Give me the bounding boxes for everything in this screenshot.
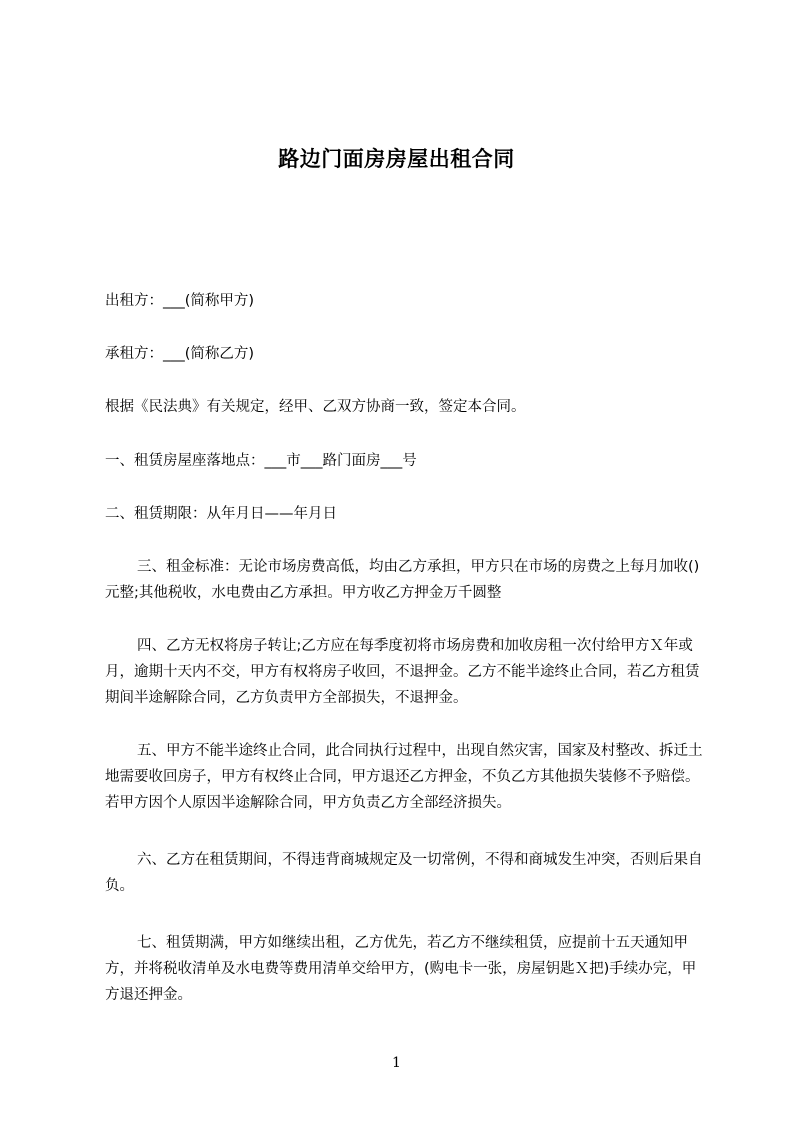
clause-1-location: 一、租赁房屋座落地点：___市___路门面房___号 [105, 453, 417, 469]
clause-2-term: 二、租赁期限：从年月日——年月日 [105, 506, 337, 522]
clause-3-rent: 三、租金标准：无论市场房费高低，均由乙方承担，甲方只在市场的房费之上每月加收()元整;其他税收，水电费由乙方承担。甲方收乙方押金万千圆整 [105, 559, 700, 601]
page-number: 1 [392, 1055, 401, 1071]
clause-6-conduct: 六、乙方在租赁期间，不得违背商城规定及一切常例，不得和商城发生冲突，否则后果自负。 [105, 852, 703, 894]
lessor-line: 出租方：___(简称甲方) [105, 293, 255, 309]
lessee-line: 承租方：___(简称乙方) [105, 346, 255, 362]
clause-5-termination: 五、甲方不能半途终止合同，此合同执行过程中，出现自然灾害，国家及村整改、拆迁土地需要收回房子，甲方有权终止合同，甲方退还乙方押金，不负乙方其他损失装修不予赔偿。若甲方因个人原因半途解除合同，甲方负责乙方全部经济损失。 [105, 743, 703, 811]
page-title: 路边门面房房屋出租合同 [278, 147, 515, 171]
clause-7-renewal: 七、租赁期满，甲方如继续出租，乙方优先，若乙方不继续租赁，应提前十五天通知甲方，并将税收清单及水电费等费用清单交给甲方，(购电卡一张，房屋钥匙Ｘ把)手续办完，甲方退还押金。 [105, 935, 697, 1003]
clause-4-transfer: 四、乙方无权将房子转让;乙方应在每季度初将市场房费和加收房租一次付给甲方Ｘ年或月，逾期十天内不交，甲方有权将房子收回，不退押金。乙方不能半途终止合同，若乙方租赁期间半途解除合同，乙方负责甲方全部损失，不退押金。 [105, 638, 700, 706]
preamble: 根据《民法典》有关规定，经甲、乙双方协商一致，签定本合同。 [105, 399, 526, 415]
